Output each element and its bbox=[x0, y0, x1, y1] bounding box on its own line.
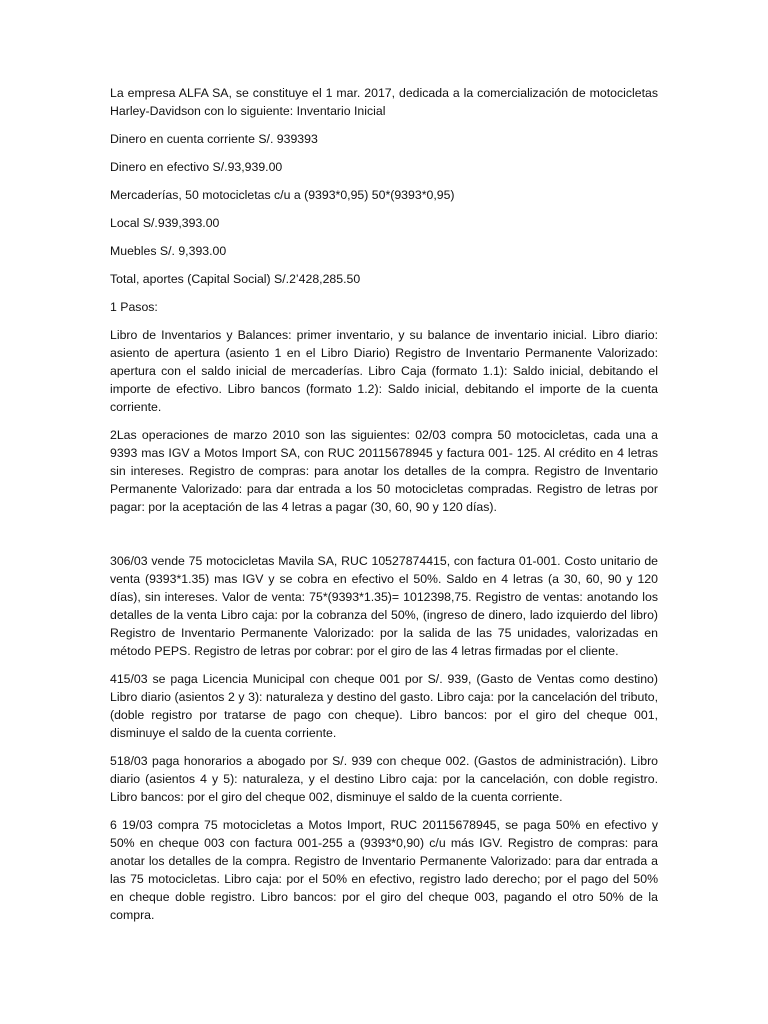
step6-paragraph: 6 19/03 compra 75 motocicletas a Motos Import, RUC 20115678945, se paga 50% en efectivo y 50% en cheque 003 con factura 001-255 a (9393*0,90) c/u más IGV. Registro de compras: para anotar los detalles de la compra. Registro de Inventario Permanente Valorizado: para dar entrada a las 75 motocicletas. Libro caja: por el 50% en efectivo, registro lado derecho; por el pago del 50% en cheque doble registro. Libro bancos: por el giro del cheque 003, pagando el otro 50% de la compra. bbox=[110, 818, 658, 922]
step4-paragraph: 415/03 se paga Licencia Municipal con cheque 001 por S/. 939, (Gasto de Ventas como destino) Libro diario (asientos 2 y 3): naturaleza y destino del gasto. Libro caja: por la cancelación del tributo, (doble registro por tratarse de pago con cheque). Libro bancos: por el giro del cheque 001, disminuye el saldo de la cuenta corriente. bbox=[110, 672, 658, 740]
step2-paragraph: 2Las operaciones de marzo 2010 son las siguientes: 02/03 compra 50 motocicletas, cada una a 9393 mas IGV a Motos Import SA, con RUC 20115678945 y factura 001- 125. Al crédito en 4 letras sin intereses. Registro de compras: para anotar los detalles de la compra. Registro de Inventario Permanente Valorizado: para dar entrada a los 50 motocicletas compradas. Registro de letras por pagar: por la aceptación de las 4 letras a pagar (30, 60, 90 y 120 días). bbox=[110, 428, 658, 514]
inventory-total: Total, aportes (Capital Social) S/.2’428,285.50 bbox=[110, 272, 361, 286]
step1-paragraph: Libro de Inventarios y Balances: primer inventario, y su balance de inventario inicial. Libro diario: asiento de apertura (asiento 1 en el Libro Diario) Registro de Inventario Permanente Valorizado: apertura con el saldo inicial de mercaderías. Libro Caja (formato 1.1): Saldo inicial, debitando el importe de efectivo. Libro bancos (formato 1.2): Saldo inicial, debitando el importe de la cuenta corriente. bbox=[110, 328, 658, 414]
inventory-item-furniture: Muebles S/. 9,393.00 bbox=[110, 244, 227, 258]
inventory-item-cash: Dinero en efectivo S/.93,939.00 bbox=[110, 160, 283, 174]
document-body bbox=[110, 84, 658, 934]
step1-title: 1 Pasos: bbox=[110, 300, 158, 314]
inventory-item-merchandise: Mercaderías, 50 motocicletas c/u a (9393*0,95) 50*(9393*0,95) bbox=[110, 188, 455, 202]
step3-paragraph: 306/03 vende 75 motocicletas Mavila SA, RUC 10527874415, con factura 01-001. Costo unitario de venta (9393*1.35) mas IGV y se cobra en efectivo el 50%. Saldo en 4 letras (a 30, 60, 90 y 120 días), sin intereses. Valor de venta: 75*(9393*1.35)= 1012398,75. Registro de ventas: anotando los detalles de la venta Libro caja: por la cobranza del 50%, (ingreso de dinero, lado izquierdo del libro) Registro de Inventario Permanente Valorizado: por la salida de las 75 unidades, valorizadas en método PEPS. Registro de letras por cobrar: por el giro de las 4 letras firmadas por el cliente. bbox=[110, 554, 658, 658]
step5-paragraph: 518/03 paga honorarios a abogado por S/. 939 con cheque 002. (Gastos de administración). Libro diario (asientos 4 y 5): naturaleza, y el destino Libro caja: por la cancelación, con doble registro. Libro bancos: por el giro del cheque 002, disminuye el saldo de la cuenta corriente. bbox=[110, 754, 658, 804]
blank-gap bbox=[110, 526, 658, 552]
inventory-item-checking: Dinero en cuenta corriente S/. 939393 bbox=[110, 132, 318, 146]
intro-paragraph: La empresa ALFA SA, se constituye el 1 mar. 2017, dedicada a la comercialización de motocicletas Harley-Davidson con lo siguiente: Inventario Inicial bbox=[110, 86, 658, 118]
inventory-item-premises: Local S/.939,393.00 bbox=[110, 216, 220, 230]
